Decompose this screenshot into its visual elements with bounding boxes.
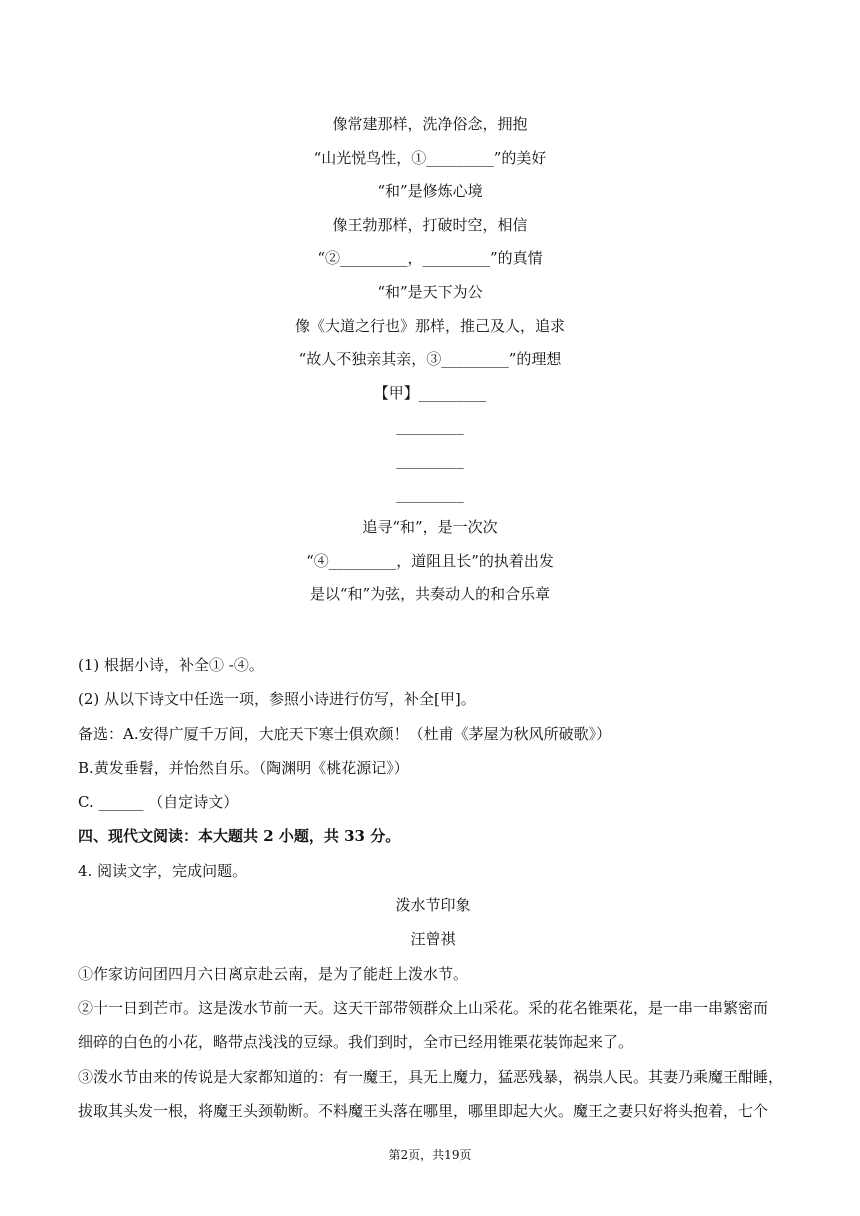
paragraph: (2) 从以下诗文中任选一项，参照小诗进行仿写，补全[甲]。	[78, 690, 476, 709]
poem-line: 是以“和”为弦，共奏动人的和合乐章	[309, 585, 551, 604]
poem-line: 像《大道之行也》那样，推己及人，追求	[294, 316, 565, 335]
paragraph: 备选：A.安得广厦千万间，大庇天下寒士俱欢颜！（杜甫《茅屋为秋风所破歌》）	[78, 724, 612, 743]
article-title: 泼水节印象	[395, 896, 471, 915]
poem-line: “故人不独亲其亲，③_________”的理想	[298, 350, 562, 369]
poem-line: “②_________，_________”的真情	[317, 249, 543, 268]
paragraph: (1) 根据小诗，补全① -④。	[78, 656, 264, 674]
poem-line: _________	[396, 450, 464, 469]
poem-line: 像常建那样，洗净俗念，拥抱	[332, 115, 528, 133]
poem-line: “和”是修炼心境	[377, 182, 483, 201]
poem	[0, 108, 860, 612]
page-footer: 第2页，共19页	[388, 1148, 472, 1162]
article-author: 汪曾祺	[410, 930, 456, 949]
paragraph: ③泼水节由来的传说是大家都知道的：有一魔王，具无上魔力，猛恶残暴，祸祟人民。其妻乃乘魔王酣睡，	[78, 1067, 784, 1086]
poem-line: _________	[396, 417, 464, 436]
poem-line: _________	[396, 484, 464, 503]
poem-line: 追寻“和”，是一次次	[362, 518, 498, 537]
poem-line: 【甲】_________	[373, 383, 487, 402]
poem-line: 像王勃那样，打破时空，相信	[332, 215, 528, 234]
section-heading: 四、现代文阅读：本大题共 2 小题，共 33 分。	[78, 827, 401, 846]
poem-line: “④_________，道阻且长”的执着出发	[306, 551, 554, 570]
paragraph: 拔取其头发一根，将魔王头颈勒断。不料魔王头落在哪里，哪里即起大火。魔王之妻只好将头抱着，七个	[78, 1101, 769, 1120]
paragraph: B.黄发垂髫，并怡然自乐。（陶渊明《桃花源记》）	[78, 758, 409, 777]
poem-line: “和”是天下为公	[377, 282, 483, 301]
paragraph: 4. 阅读文字，完成问题。	[78, 861, 248, 880]
paragraph: ①作家访问团四月六日离京赴云南，是为了能赶上泼水节。	[78, 964, 469, 983]
paragraph: ②十一日到芒市。这是泼水节前一天。这天干部带领群众上山采花。采的花名锥栗花，是一串一串繁密而	[78, 998, 769, 1017]
paragraph: C. ______ （自定诗文）	[78, 793, 239, 812]
paragraph: 细碎的白色的小花，略带点浅浅的豆绿。我们到时，全市已经用锥栗花装饰起来了。	[78, 1033, 634, 1052]
poem-line: “山光悦鸟性，①_________”的美好	[313, 148, 547, 167]
question-and-article	[78, 648, 788, 1128]
